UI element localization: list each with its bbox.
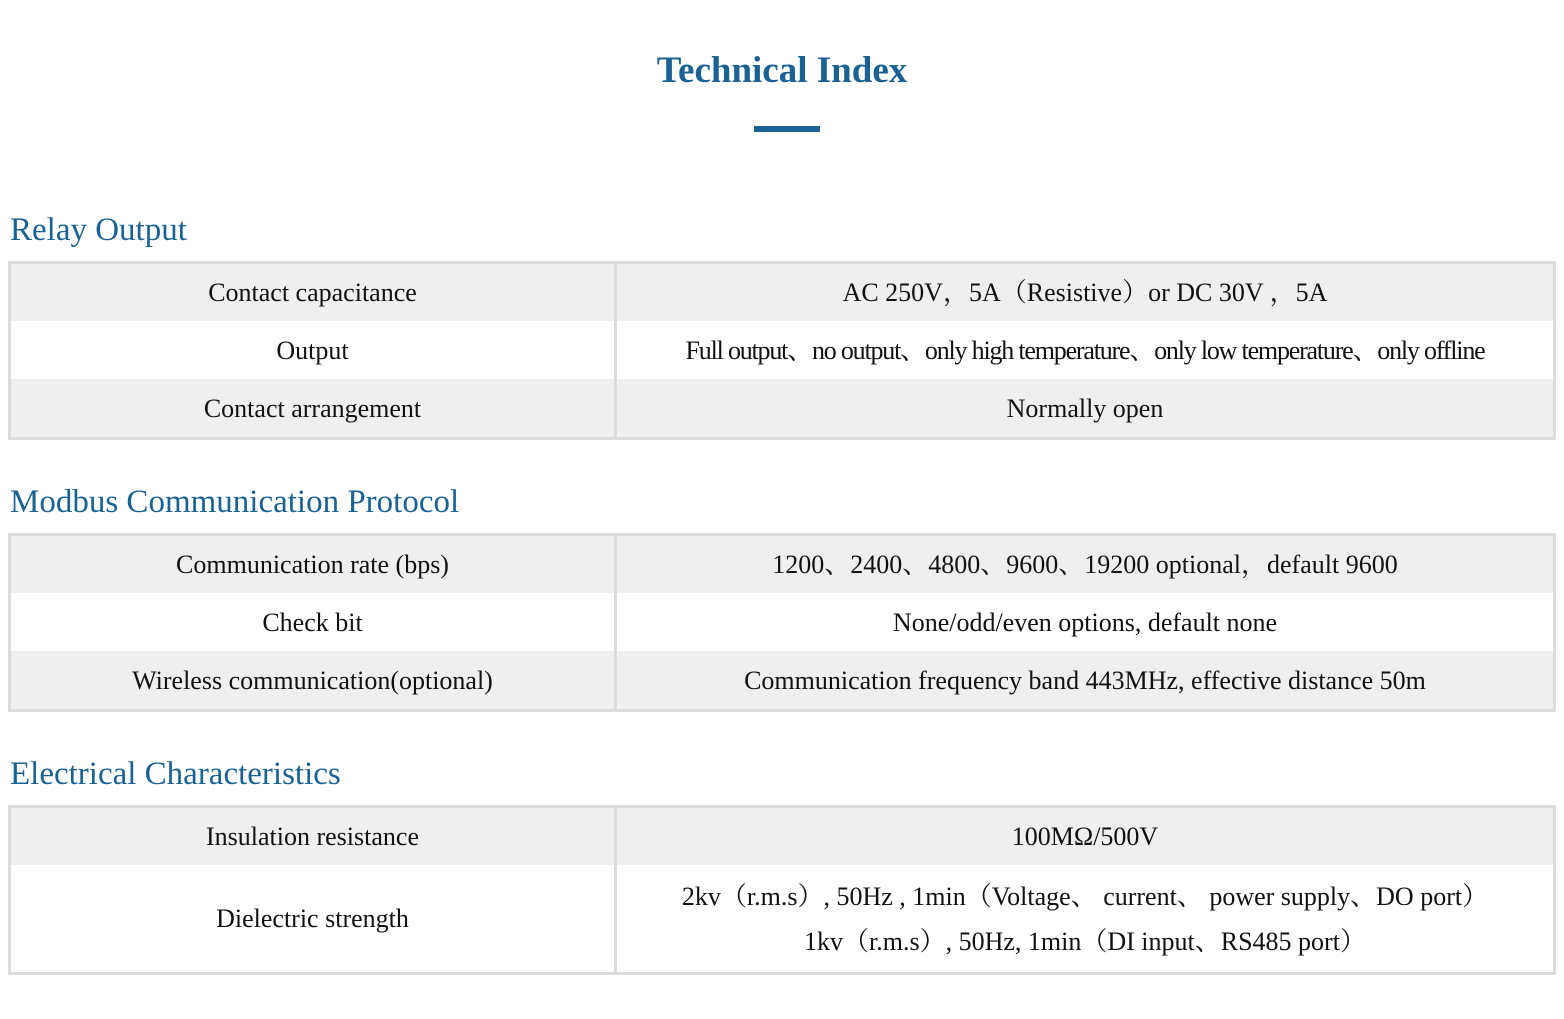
value-line: 2kv（r.m.s）, 50Hz , 1min（Voltage、 current、 power supply、DO port） xyxy=(681,881,1489,911)
value-line: 1kv（r.m.s）, 50Hz, 1min（DI input、RS485 port） xyxy=(804,926,1366,956)
modbus-table xyxy=(8,533,1556,712)
row-value: Communication frequency band 443MHz, effective distance 50m xyxy=(616,651,1555,711)
table-row xyxy=(10,321,1555,379)
section-heading-electrical: Electrical Characteristics xyxy=(10,756,341,792)
row-value: 1200、2400、4800、9600、19200 optional，default 9600 xyxy=(616,535,1555,594)
row-label: Check bit xyxy=(10,593,616,651)
row-value xyxy=(616,865,1555,974)
row-value: AC 250V，5A（Resistive）or DC 30V ，5A xyxy=(616,263,1555,322)
row-value: 100MΩ/500V xyxy=(616,807,1555,866)
table-row xyxy=(10,865,1555,974)
row-label: Contact arrangement xyxy=(10,379,616,439)
title-underline xyxy=(754,126,820,132)
row-value: Full output、no output、only high temperature、only low temperature、only offline xyxy=(616,321,1555,379)
table-row xyxy=(10,651,1555,711)
table-row xyxy=(10,807,1555,866)
table-row xyxy=(10,535,1555,594)
section-heading-modbus: Modbus Communication Protocol xyxy=(10,484,460,520)
section-heading-relay-output: Relay Output xyxy=(10,212,187,248)
table-row xyxy=(10,379,1555,439)
row-label: Dielectric strength xyxy=(10,865,616,974)
row-value: Normally open xyxy=(616,379,1555,439)
row-label: Wireless communication(optional) xyxy=(10,651,616,711)
row-label: Insulation resistance xyxy=(10,807,616,866)
row-label: Contact capacitance xyxy=(10,263,616,322)
row-value: None/odd/even options, default none xyxy=(616,593,1555,651)
electrical-table xyxy=(8,805,1556,975)
relay-output-table xyxy=(8,261,1556,440)
page-title: Technical Index xyxy=(656,50,908,91)
row-label: Communication rate (bps) xyxy=(10,535,616,594)
table-row xyxy=(10,263,1555,322)
table-row xyxy=(10,593,1555,651)
row-label: Output xyxy=(10,321,616,379)
